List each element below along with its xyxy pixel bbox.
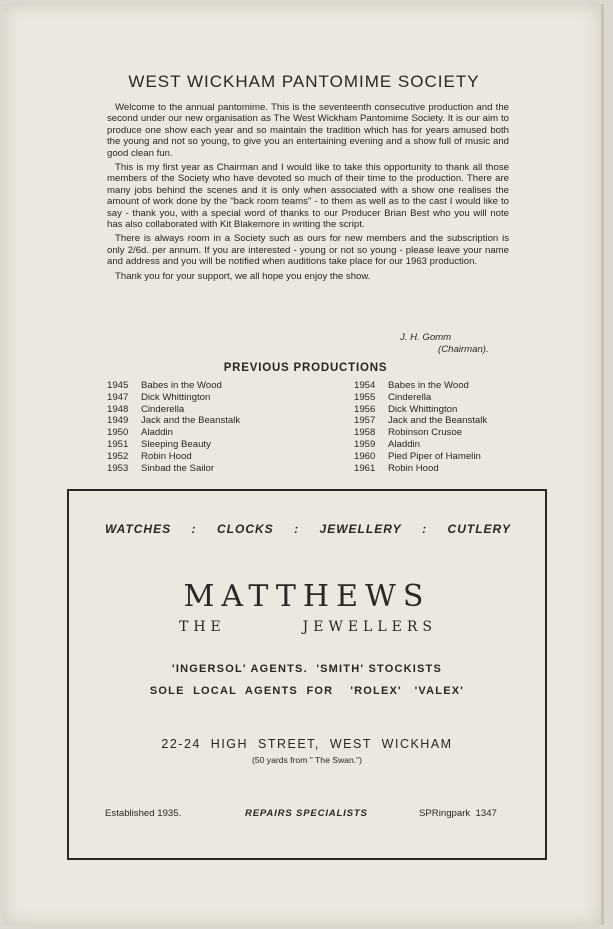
intro-text [107,102,509,285]
advert-goods-line [105,522,511,536]
production-year: 1953 [107,462,129,474]
production-year: 1954 [354,380,376,391]
signature-name: J. H. Gomm [400,332,452,343]
production-title: Sleeping Beauty [141,438,211,450]
production-year: 1959 [354,438,376,450]
advert-separator: : [191,522,197,536]
production-year: 1961 [354,462,376,474]
page-title: WEST WICKHAM PANTOMIME SOCIETY [128,72,480,91]
production-row [354,427,487,439]
production-title: Babes in the Wood [388,380,469,391]
advert-sole-agents-line: SOLE LOCAL AGENTS FOR 'ROLEX' 'VALEX' [149,685,465,697]
production-year: 1950 [107,427,129,439]
production-title: Cinderella [388,391,432,403]
advert-goods-item: JEWELLERY [319,522,402,536]
program-page [4,4,604,925]
production-year: 1960 [354,450,376,462]
production-year: 1948 [107,403,129,415]
production-title: Cinderella [141,403,185,415]
production-year: 1947 [107,391,129,403]
advert-phone: SPRingpark 1347 [419,808,497,819]
production-year: 1945 [107,380,129,391]
production-row [107,463,240,475]
production-row [354,439,487,451]
advert-goods-item: WATCHES [105,522,172,536]
production-year: 1949 [107,415,129,427]
production-row [354,463,487,475]
production-year: 1957 [354,415,376,427]
production-row [354,380,487,392]
production-title: Robinson Crusoe [388,427,463,439]
production-row [107,427,240,439]
production-year: 1951 [107,438,129,450]
production-title: Sinbad the Sailor [141,462,215,474]
production-title: Aladdin [388,438,421,450]
previous-productions-heading: PREVIOUS PRODUCTIONS [223,362,388,374]
production-year: 1956 [354,403,376,415]
advert-address-note: (50 yards from " The Swan.") [251,755,363,765]
intro-paragraph: There is always room in a Society such as ours for new members and the subscription is only 2/6d. per annum. If you are interested - young or not so young - please leave your name and address and you will be notified when auditions take place for our 1963 production. [107,233,509,268]
production-row [354,451,487,463]
advert-subtitle-word: THE [179,619,226,635]
signature [400,332,489,356]
production-title: Dick Whittington [388,403,458,415]
production-title: Jack and the Beanstalk [388,415,488,427]
production-row [107,439,240,451]
productions-right-column [354,380,487,474]
production-title: Robin Hood [388,462,439,474]
production-row [107,380,240,392]
production-year: 1952 [107,450,129,462]
production-title: Robin Hood [141,450,192,462]
production-row [354,415,487,427]
production-title: Dick Whittington [141,391,211,403]
signature-role: (Chairman). [438,344,489,355]
intro-paragraph: Welcome to the annual pantomime. This is the seventeenth consecutive production and the second under our new organisation as The West Wickham Pantomime Society. It is our aim to produce one show each year and so maintain the tradition which has for years amused both the young and not so young, to give you an entertaining evening and a show full of music and good clean fun. [107,102,509,159]
jeweller-advert [67,489,547,860]
production-year: 1955 [354,391,376,403]
advert-agents-line: 'INGERSOL' AGENTS. 'SMITH' STOCKISTS [172,663,442,675]
advert-business-name: MATTHEWS [183,579,431,614]
production-row [107,415,240,427]
advert-repairs: REPAIRS SPECIALISTS [245,808,368,819]
advert-separator: : [422,522,428,536]
production-title: Aladdin [141,427,174,439]
advert-subtitle-word: JEWELLERS [302,619,437,635]
production-row [107,404,240,416]
advert-address: 22-24 HIGH STREET, WEST WICKHAM [161,737,453,751]
production-year: 1958 [354,427,376,439]
production-title: Babes in the Wood [141,380,222,391]
advert-goods-item: CLOCKS [216,522,274,536]
advert-business-subtitle [179,619,437,635]
production-title: Jack and the Beanstalk [141,415,241,427]
productions-left-column [107,380,240,474]
production-row [107,451,240,463]
production-title: Pied Piper of Hamelin [388,450,481,462]
production-row [107,392,240,404]
production-row [354,392,487,404]
intro-paragraph: Thank you for your support, we all hope you enjoy the show. [115,270,371,282]
advert-established: Established 1935. [105,808,182,819]
advert-goods-item: CUTLERY [447,522,511,536]
production-row [354,404,487,416]
advert-separator: : [294,522,300,536]
intro-paragraph: This is my first year as Chairman and I would like to take this opportunity to thank all those members of the Society who have devoted so much of their time to the production. There are many jobs behind the scenes and it is only when associated with a show one realises the amount of work done by the "back room teams" - to them as well as to the cast I would like to say - thank you, with a special word of thanks to our Producer Brian Best who you will note has also collaborated with Kit Blakemore in writing the script. [107,162,509,231]
